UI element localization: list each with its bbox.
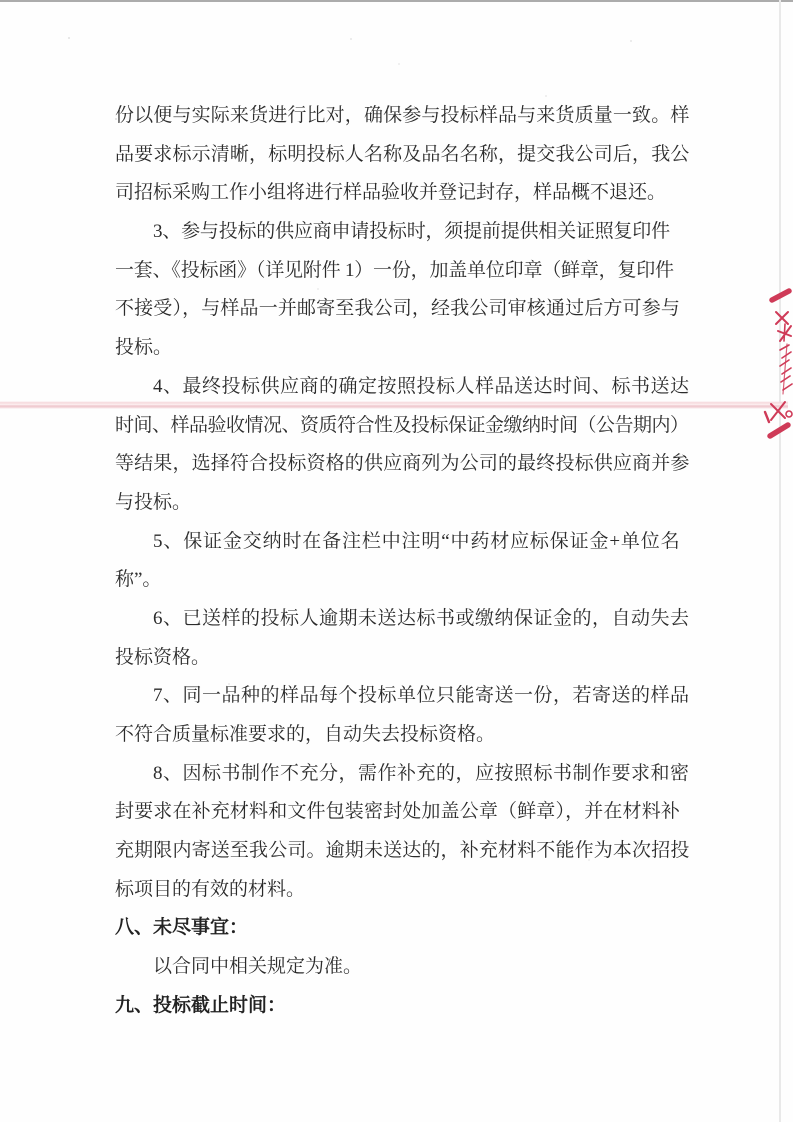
text-line: 5、保证金交纳时在备注栏中注明“中药材应标保证金+单位名 [153, 530, 681, 552]
text-line: 品要求标示清晰，标明投标人名称及品名名称，提交我公司后，我公 [115, 143, 690, 165]
text-line: 一套、《投标函》（详见附件 1）一份，加盖单位印章（鲜章，复印件 [115, 259, 674, 281]
text-line: 不符合质量标准要求的，自动失去投标资格。 [115, 724, 496, 745]
text-line: 司招标采购工作小组将进行样品验收并登记封存，样品概不退还。 [115, 182, 667, 204]
text-line: 投标。 [115, 337, 173, 359]
text-line: 8、因标书制作不充分，需作补充的，应按照标书制作要求和密 [153, 762, 690, 784]
text-line: 标项目的有效的材料。 [115, 878, 306, 900]
text-line: 封要求在补充材料和文件包装密封处加盖公章（鲜章），并在材料补 [115, 801, 681, 823]
text-line: 以合同中相关规定为准。 [153, 956, 363, 978]
text-line: 不接受），与样品一并邮寄至我公司，经我公司审核通过后方可参与 [115, 298, 681, 320]
text-line: 6、已送样的投标人逾期未送达标书或缴纳保证金的，自动失去 [153, 607, 690, 629]
document-body [115, 97, 689, 1026]
text-line: 3、参与投标的供应商申请投标时，须提前提供相关证照复印件 [153, 221, 670, 243]
text-line: 7、同一品种的样品每个投标单位只能寄送一份，若寄送的样品 [153, 685, 690, 707]
section-heading: 九、投标截止时间： [115, 994, 287, 1016]
text-line: 份以便与实际来货进行比对，确保参与投标样品与来货质量一致。样 [115, 105, 690, 126]
scan-right-edge-line [779, 0, 781, 1122]
text-line: 称”。 [115, 569, 162, 591]
red-ink-stamp-icon [758, 286, 793, 442]
text-line: 投标资格。 [115, 646, 211, 668]
text-line: 4、最终投标供应商的确定按照投标人样品送达时间、标书送达 [153, 375, 690, 397]
text-line: 等结果，选择符合投标资格的供应商列为公司的最终投标供应商并参 [115, 453, 690, 475]
text-line: 充期限内寄送至我公司。逾期未送达的，补充材料不能作为本次招投 [115, 840, 690, 862]
pink-scan-artifact-line [0, 401, 788, 409]
section-heading: 八、未尽事宜： [115, 917, 249, 939]
text-line: 与投标。 [115, 491, 192, 513]
scan-specks [68, 37, 70, 39]
scan-top-edge-line [0, 0, 793, 2]
text-line: 时间、样品验收情况、资质符合性及投标保证金缴纳时间（公告期内） [115, 414, 689, 436]
